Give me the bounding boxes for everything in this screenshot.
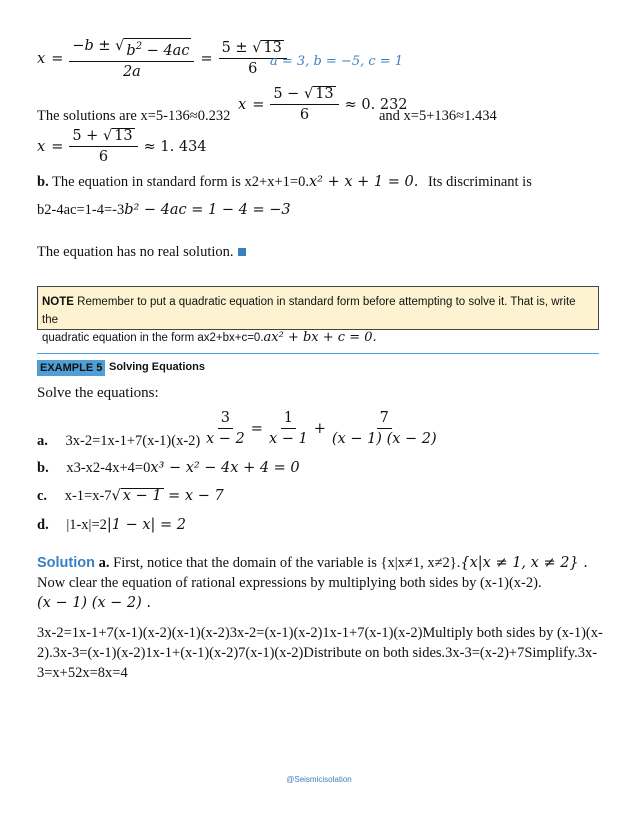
formula-fraction-specific: 5 ± √ 13 6 <box>219 40 287 77</box>
item-d: d. |1-x|=2|1 − x| = 2 <box>37 517 187 533</box>
example-divider <box>37 353 599 354</box>
item-c: c. x-1=x-7 √ x − 1 = x − 7 <box>37 488 224 504</box>
end-of-solution-square-icon <box>238 248 246 256</box>
solution-line-3: (x − 1) (x − 2) . <box>37 595 151 611</box>
example-title: Solving Equations <box>109 361 205 373</box>
solution-fraction-1: x = 5 − √ 13 6 ≈ 0. 232 <box>238 86 408 123</box>
equation-a-display: $\frac{3}{x - 2}$ = $\frac{1}{x - 1}$ + $\frac{7}{(x - 1) (x - 2)}$ <box>206 410 437 447</box>
solutions-lead: The solutions are x=5-136≈0.232 <box>37 108 231 124</box>
formula-lhs: x <box>37 50 46 67</box>
solution-line-1: Solution a. First, notice that the domain of the variable is {x|x≠1, x≠2}.{x|x ≠ 1, x ≠ 2} . <box>37 555 588 571</box>
formula-fraction-general: −b ± √ $b^2 - 4ac$ 2a <box>69 38 194 80</box>
example-tag: EXAMPLE 5 <box>37 360 105 376</box>
watermark: @Seismicisolation <box>286 775 352 784</box>
solution-line-2: Now clear the equation of rational expressions by multiplying both sides by (x-1)(x-2). <box>37 575 542 591</box>
quadratic-formula: x = −b ± √ $b^2 - 4ac$ 2a = 5 ± √ 13 6 <box>37 38 287 80</box>
solutions-mid: and x=5+136≈1.434 <box>379 108 497 124</box>
item-b: b. x3-x2-4x+4=0x³ − x² − 4x + 4 = 0 <box>37 460 300 476</box>
coefficients: a = 3, b = −5, c = 1 <box>270 54 404 69</box>
note-box: NOTE Remember to put a quadratic equation in standard form before attempting to solve it. That is, write the quadratic equation in the form ax2+bx+c=0.ax² + bx + c = 0. <box>37 286 599 330</box>
formula-eq: = <box>51 50 64 67</box>
solution-body: 3x-2=1x-1+7(x-1)(x-2)(x-1)(x-2)3x-2=(x-1)(x-2)1x-1+7(x-1)(x-2)Multiply both sides by (x-1)(x-2).3x-3=(x-1)(x-2)1x-1+(x-1)(x-2)7(x-1)(x-2)Distribute on both sides.3x-3=(x-2)+7Simplify.3x-3=x+52x=8x=4 <box>37 625 603 681</box>
example-intro: Solve the equations: <box>37 385 159 401</box>
item-a: a. 3x-2=1x-1+7(x-1)(x-2) <box>37 433 201 449</box>
part-b-line: b. The equation in standard form is x2+x+1=0.x² + x + 1 = 0. Its discriminant is <box>37 174 532 190</box>
solution-fraction-2: x = 5 + √ 13 6 ≈ 1. 434 <box>37 128 207 165</box>
discriminant-line: b2-4ac=1-4=-3b² − 4ac = 1 − 4 = −3 <box>37 202 291 218</box>
no-solution-text: The equation has no real solution. <box>37 244 246 261</box>
